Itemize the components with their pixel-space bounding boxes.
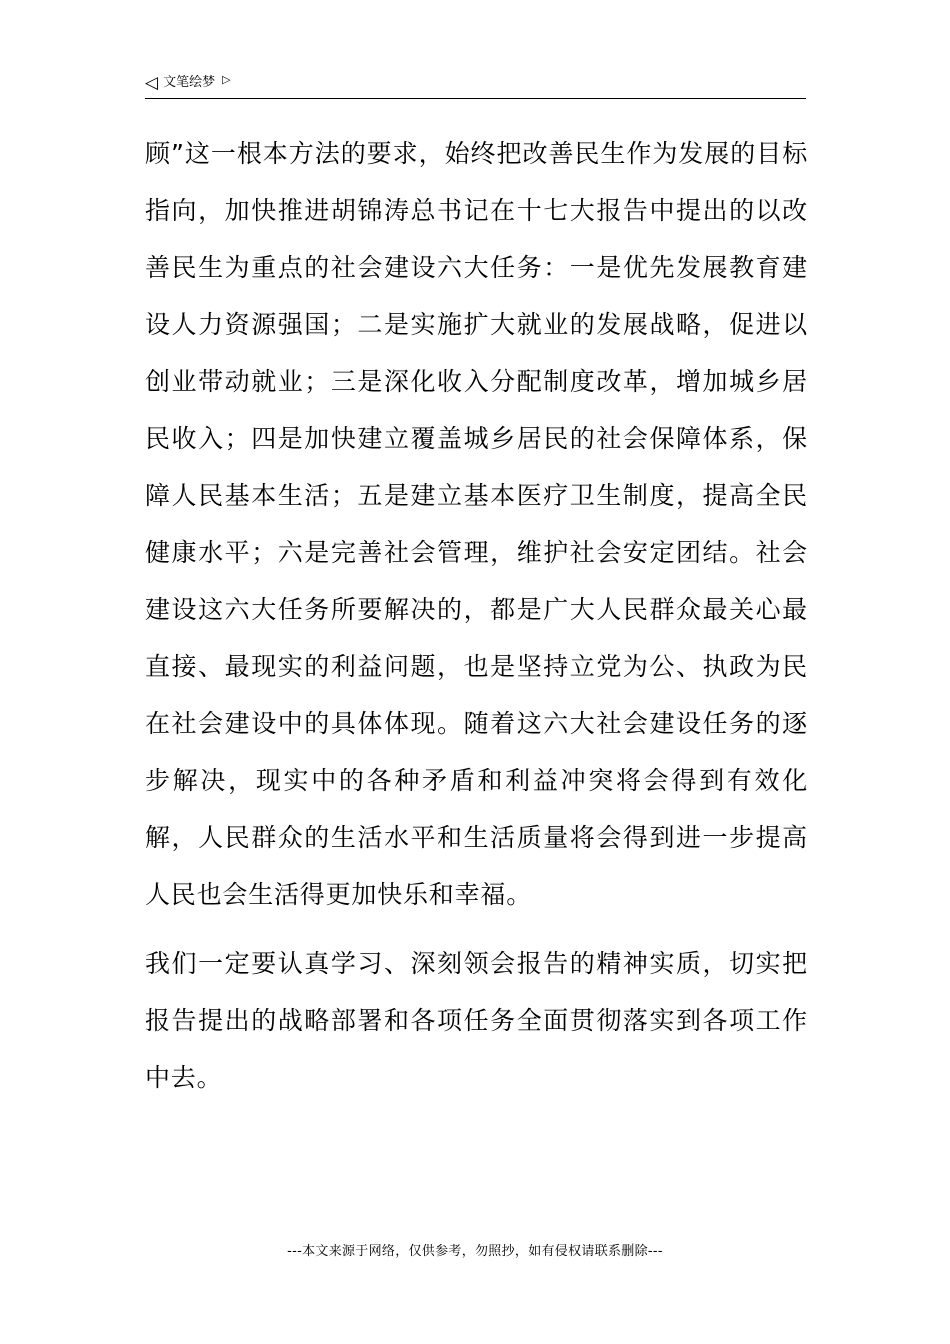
triangle-right-icon: ▷ [222,73,231,86]
page-header [145,72,806,99]
paragraph: 我们一定要认真学习、深刻领会报告的精神实质，切实把报告提出的战略部署和各项任务全面贯彻落实到各项工作中去。 [145,949,808,1092]
paragraph: 顾”这一根本方法的要求，始终把改善民生作为发展的目标指向，加快推进胡锦涛总书记在十七大报告中提出的以改善民生为重点的社会建设六大任务：一是优先发展教育建设人力资源强国；二是实施扩大就业的发展战略，促进以创业带动就业；三是深化收入分配制度改革，增加城乡居民收入；四是加快建立覆盖城乡居民的社会保障体系，保障人民基本生活；五是建立基本医疗卫生制度，提高全民健康水平；六是完善社会管理，维护社会安定团结。社会建设这六大任务所要解决的，都是广大人民群众最关心最直接、最现实的利益问题，也是坚持立党为公、执政为民在社会建设中的具体体现。随着这六大社会建设任务的逐步解决，现实中的各种矛盾和利益冲突将会得到有效化解，人民群众的生活水平和生活质量将会得到进一步提高人民也会生活得更加快乐和幸福。 [145,139,808,909]
header-title: 文笔绘梦 [163,75,216,90]
document-body [145,125,808,1106]
triangle-left-icon: ◁ [145,73,159,93]
header-content [145,74,231,92]
page-footer: ---本文来源于网络，仅供参考，勿照抄，如有侵权请联系删除--- [287,1244,663,1259]
